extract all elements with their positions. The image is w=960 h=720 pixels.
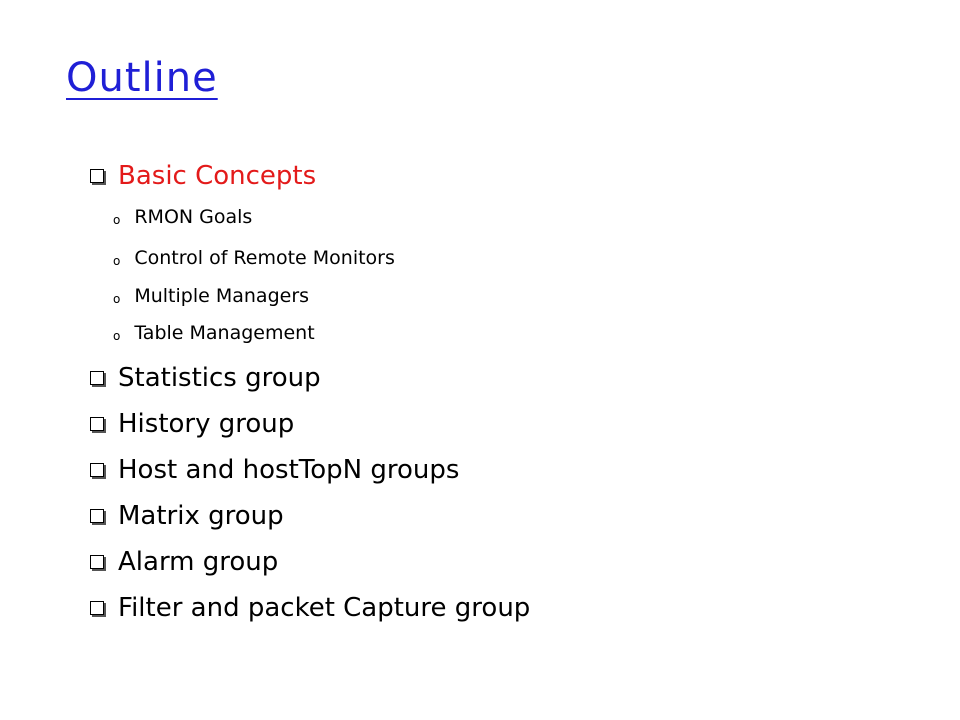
circle-bullet-icon: o [113, 213, 121, 227]
outline-item-basic-concepts [72, 160, 316, 192]
outline-item-label: Host and hostTopN groups [118, 455, 460, 485]
square-bullet-icon [90, 371, 104, 385]
outline-item-label: Basic Concepts [118, 161, 317, 191]
page-title: Outline [66, 55, 218, 101]
circle-bullet-icon: o [113, 254, 121, 268]
circle-bullet-icon: o [113, 292, 121, 306]
outline-item-matrix-group [72, 500, 284, 532]
outline-subitem-control-of-remote-monitors [113, 246, 395, 270]
outline-item-label: Statistics group [118, 363, 321, 393]
outline-item-label: Matrix group [118, 501, 284, 531]
outline-subitem-label: Table Management [134, 322, 315, 344]
outline-item-statistics-group [72, 362, 321, 394]
outline-item-label: Alarm group [118, 547, 279, 577]
outline-subitem-multiple-managers [113, 284, 309, 308]
outline-subitem-label: RMON Goals [134, 206, 253, 228]
square-bullet-icon [90, 463, 104, 477]
square-bullet-icon [90, 555, 104, 569]
square-bullet-icon [90, 509, 104, 523]
outline-subitem-label: Multiple Managers [134, 285, 310, 307]
outline-item-host-and-hosttopn-groups [72, 454, 459, 486]
outline-item-alarm-group [72, 546, 278, 578]
outline-item-filter-and-packet-capture-group [72, 592, 530, 624]
outline-item-history-group [72, 408, 294, 440]
outline-item-label: History group [118, 409, 295, 439]
outline-subitem-table-management [113, 321, 315, 345]
outline-item-label: Filter and packet Capture group [118, 593, 531, 623]
square-bullet-icon [90, 169, 104, 183]
outline-subitem-label: Control of Remote Monitors [134, 247, 395, 269]
outline-subitem-rmon-goals [113, 205, 252, 229]
square-bullet-icon [90, 601, 104, 615]
square-bullet-icon [90, 417, 104, 431]
circle-bullet-icon: o [113, 329, 121, 343]
